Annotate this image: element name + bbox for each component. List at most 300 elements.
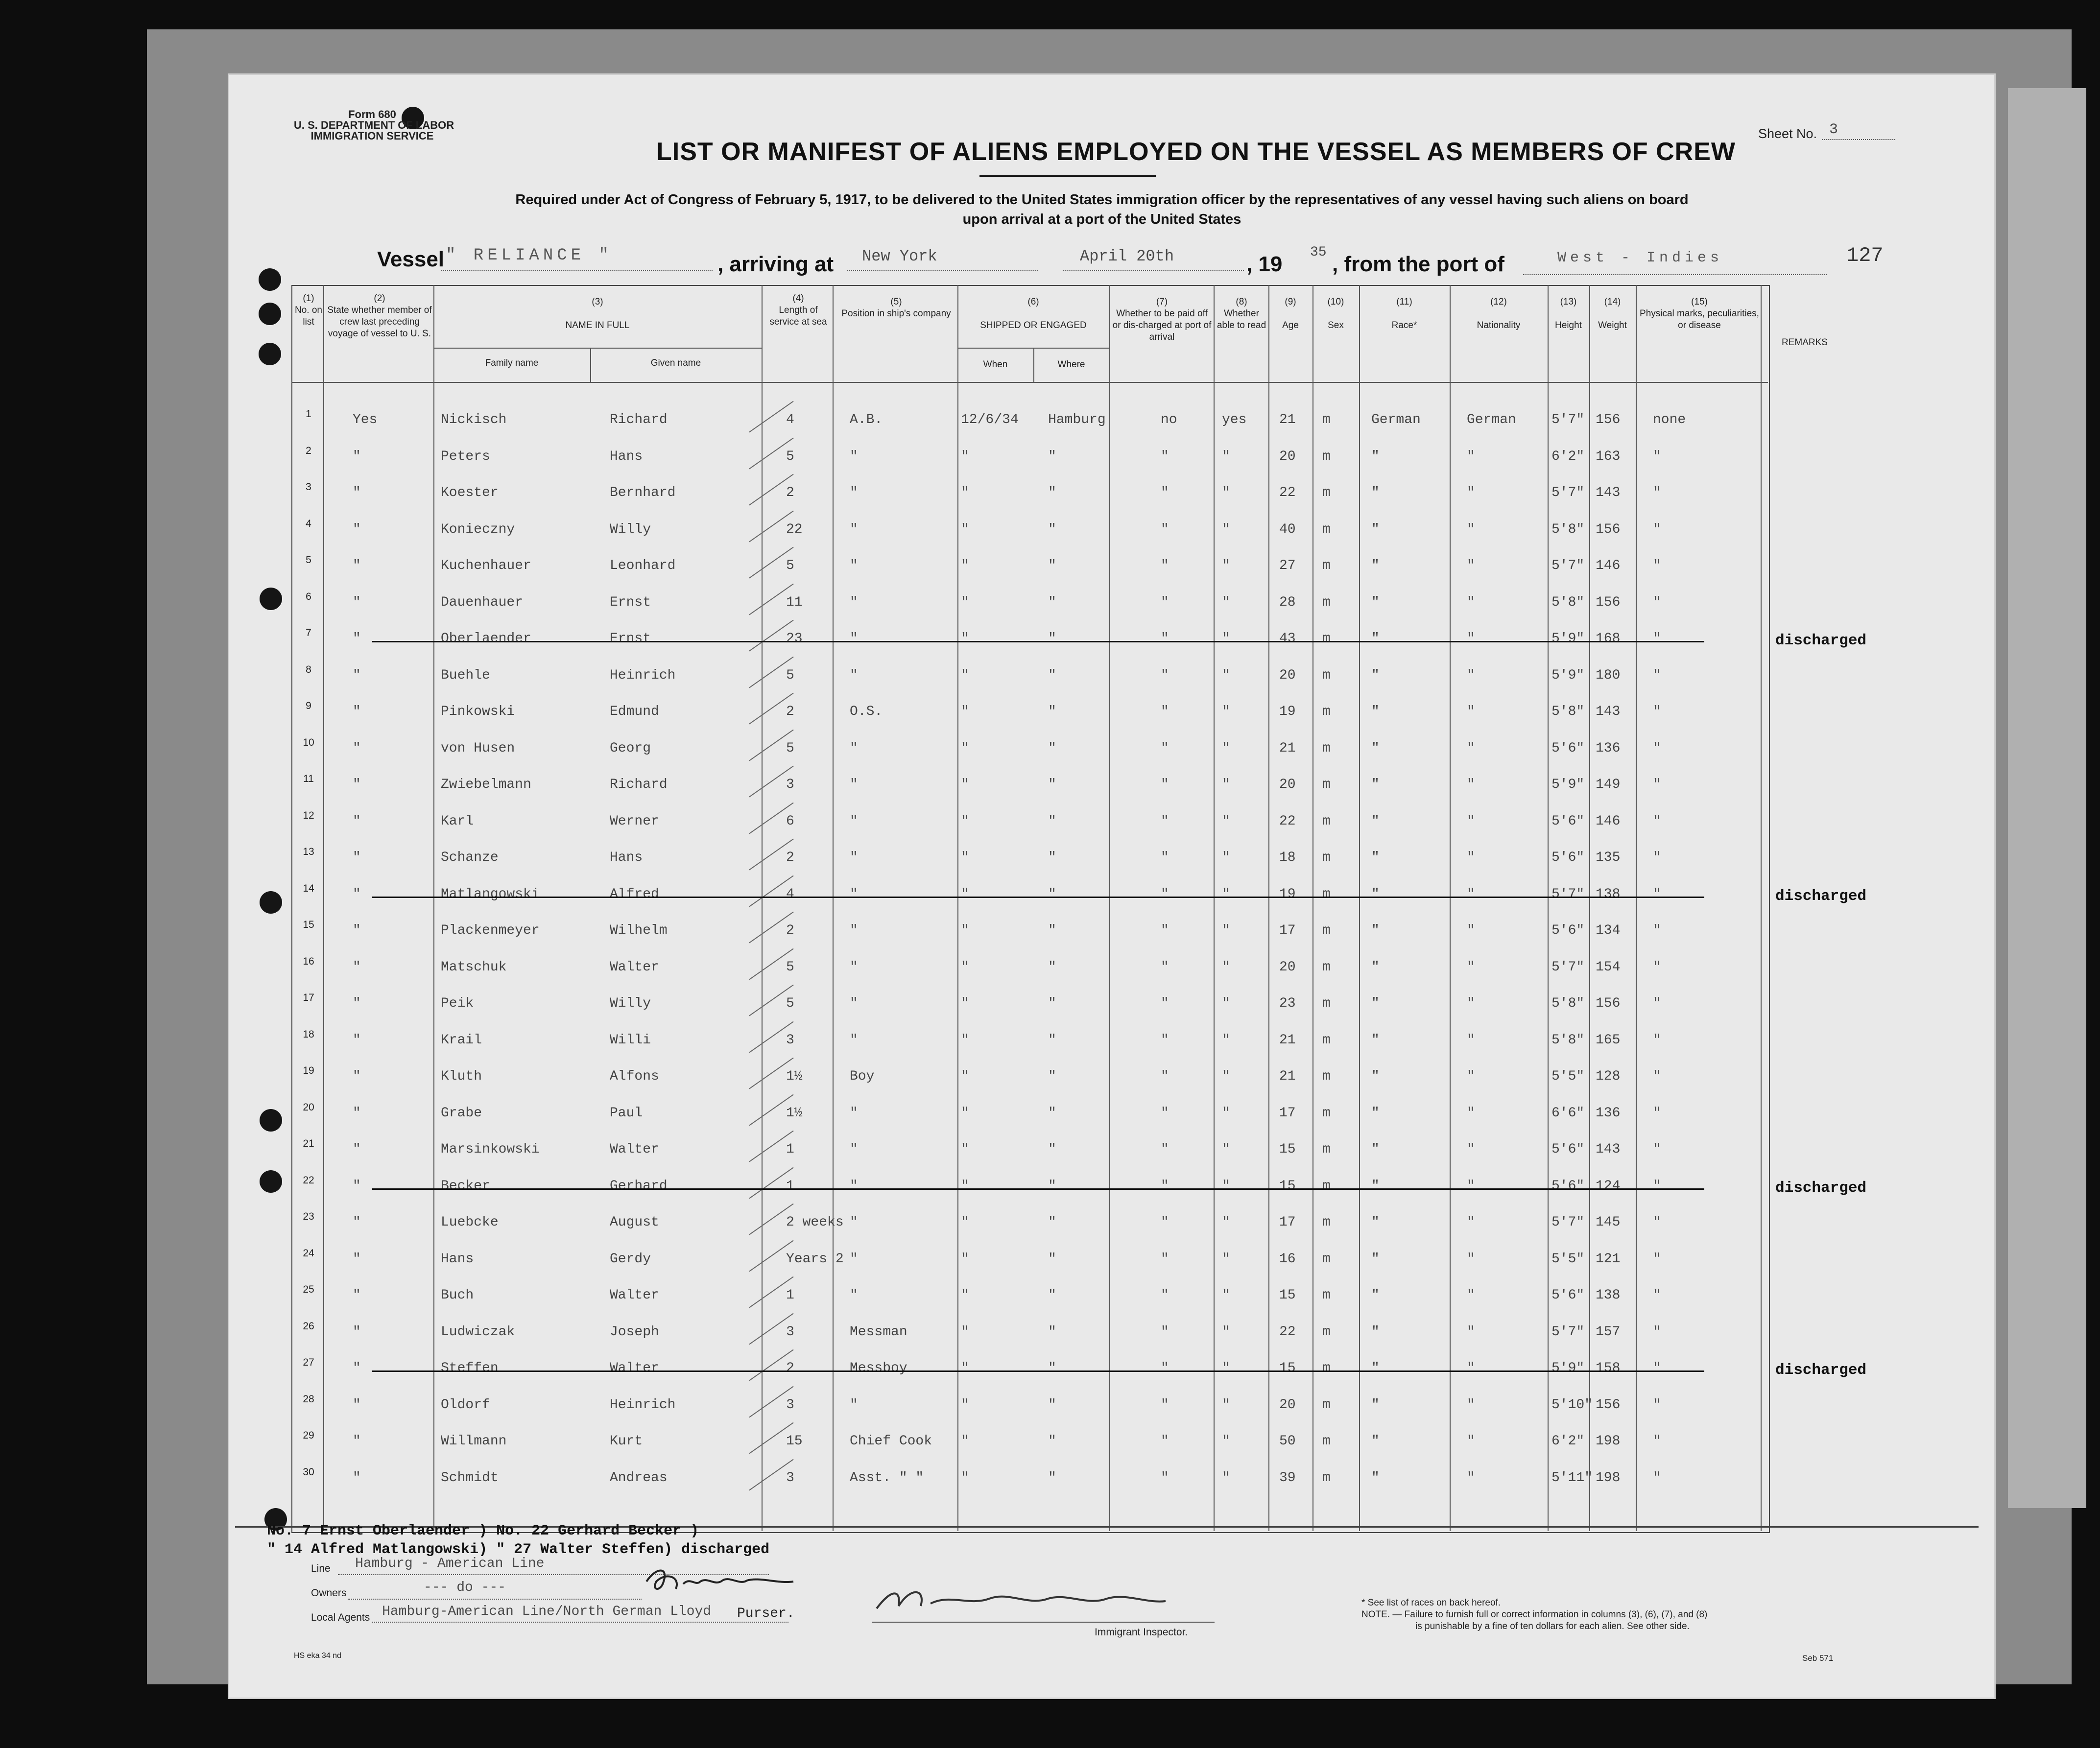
cell-where: " [1048,1324,1056,1340]
cell-age: 22 [1279,1324,1296,1340]
cell-family: Peters [441,449,490,464]
print-code: HS eka 34 nd [294,1652,341,1660]
cell-weight: 168 [1596,631,1621,646]
cell-sex: m [1322,485,1331,500]
row-number: 3 [306,481,311,493]
cell-read: " [1222,741,1230,756]
cell-prev: " [353,1288,361,1303]
cell-age: 21 [1279,1033,1296,1048]
cell-marks: " [1653,996,1661,1011]
cell-position: " [850,1252,858,1267]
cell-where: " [1048,1397,1056,1413]
cell-paid: " [1161,850,1169,865]
row-number: 7 [306,627,311,638]
cell-when: " [961,777,969,792]
cell-position: " [850,449,858,464]
cell-prev: " [353,1033,361,1048]
cell-height: 5'9" [1551,668,1585,683]
cell-marks: " [1653,558,1661,573]
stamp-number: 127 [1846,244,1884,267]
cell-nationality: " [1467,1179,1475,1194]
department: U. S. DEPARTMENT OF LABOR [294,119,454,131]
punch-hole [259,343,281,365]
cell-family: Peik [441,996,474,1011]
cell-position: " [850,631,858,646]
cell-sex: m [1322,1033,1331,1048]
cell-race: " [1371,850,1380,865]
cell-race: " [1371,558,1380,573]
year-suffix: 35 [1310,245,1327,260]
cell-marks: " [1653,814,1661,829]
cell-family: Dauenhauer [441,595,524,610]
cell-race: " [1371,1470,1380,1486]
cell-nationality: " [1467,1142,1475,1157]
cell-position: " [850,558,858,573]
cell-given: August [610,1215,659,1230]
cell-marks: " [1653,777,1661,792]
cell-prev: " [353,704,361,719]
cell-when: " [961,887,969,902]
cell-given: Andreas [610,1470,668,1486]
cell-family: Matschuk [441,960,507,975]
cell-prev: " [353,923,361,938]
cell-prev: " [353,814,361,829]
cell-sex: m [1322,960,1331,975]
cell-race: " [1371,1106,1380,1121]
cell-where: " [1048,1215,1056,1230]
purser-label: Purser. [737,1606,795,1621]
cell-weight: 156 [1596,522,1621,537]
cell-service: 4 [786,887,794,902]
cell-family: Schanze [441,850,499,865]
cell-marks: " [1653,1288,1661,1303]
col-rule [1548,285,1549,1531]
cell-weight: 145 [1596,1215,1621,1230]
cell-height: 5'5" [1551,1252,1585,1267]
cell-given: Paul [610,1106,643,1121]
cell-read: " [1222,668,1230,683]
col5-head: (5) Position in ship's company [841,297,951,319]
cell-race: " [1371,1069,1380,1084]
from-port: West - Indies [1557,250,1723,266]
cell-when: " [961,850,969,865]
sheet-line [1822,139,1895,140]
cell-marks: " [1653,741,1661,756]
cell-position: " [850,522,858,537]
cell-service: 5 [786,960,794,975]
sheet-number: 3 [1829,121,1838,138]
subheader-rule [433,348,762,349]
cell-sex: m [1322,631,1331,646]
cell-sex: m [1322,1069,1331,1084]
cell-height: 5'8" [1551,996,1585,1011]
col7-head: (7) Whether to be paid off or dis-charged at port of arrival [1112,297,1212,342]
cell-nationality: " [1467,1288,1475,1303]
cell-nationality: " [1467,1069,1475,1084]
cell-race: German [1371,412,1421,427]
cell-family: Buehle [441,668,490,683]
cell-age: 15 [1279,1361,1296,1376]
cell-given: Gerdy [610,1252,651,1267]
cell-service: 1½ [786,1106,803,1121]
cell-sex: m [1322,887,1331,902]
cell-family: Plackenmeyer [441,923,540,938]
discharged-summary-1: No. 7 Ernst Oberlaender ) No. 22 Gerhard Becker ) [267,1523,699,1539]
cell-paid: " [1161,631,1169,646]
cell-sex: m [1322,1179,1331,1194]
cell-service: 5 [786,449,794,464]
cell-weight: 158 [1596,1361,1621,1376]
cell-paid: " [1161,1324,1169,1340]
cell-when: " [961,741,969,756]
cell-race: " [1371,631,1380,646]
cell-family: von Husen [441,741,515,756]
cell-when: " [961,960,969,975]
remark-discharged: discharged [1775,1180,1867,1197]
cell-where: " [1048,631,1056,646]
cell-paid: " [1161,1434,1169,1449]
cell-height: 6'2" [1551,1434,1585,1449]
cell-weight: 156 [1596,1397,1621,1413]
cell-age: 17 [1279,1215,1296,1230]
cell-service: 1 [786,1288,794,1303]
row-number: 23 [303,1211,314,1222]
cell-race: " [1371,1179,1380,1194]
cell-paid: " [1161,1069,1169,1084]
cell-when: " [961,1252,969,1267]
cell-sex: m [1322,1397,1331,1413]
col6b-head: Where [1057,359,1085,370]
cell-where: " [1048,1252,1056,1267]
cell-position: " [850,485,858,500]
cell-age: 20 [1279,668,1296,683]
cell-nationality: " [1467,449,1475,464]
cell-where: " [1048,1434,1056,1449]
cell-age: 21 [1279,412,1296,427]
cell-race: " [1371,1142,1380,1157]
cell-given: Georg [610,741,651,756]
row-number: 25 [303,1284,314,1295]
cell-age: 15 [1279,1179,1296,1194]
owners-value: --- do --- [424,1580,506,1595]
cell-sex: m [1322,668,1331,683]
cell-service: 2 [786,485,794,500]
cell-sex: m [1322,1470,1331,1486]
col-rule [1109,285,1110,1531]
port-line [847,270,1038,271]
cell-prev: " [353,522,361,537]
cell-age: 28 [1279,595,1296,610]
cell-race: " [1371,595,1380,610]
cell-marks: " [1653,1324,1661,1340]
seb-code: Seb 571 [1802,1654,1834,1663]
col-rule [1589,285,1590,1531]
cell-family: Buch [441,1288,474,1303]
cell-sex: m [1322,996,1331,1011]
cell-given: Ernst [610,631,651,646]
cell-height: 5'7" [1551,887,1585,902]
cell-family: Krail [441,1033,482,1048]
purser-signature [642,1562,803,1606]
cell-where: " [1048,996,1056,1011]
punch-hole [260,891,282,914]
cell-given: Hans [610,449,643,464]
cell-weight: 154 [1596,960,1621,975]
cell-age: 20 [1279,777,1296,792]
cell-marks: " [1653,485,1661,500]
cell-race: " [1371,522,1380,537]
remarks-head: REMARKS [1782,337,1828,348]
cell-prev: " [353,1106,361,1121]
col-rule [1761,285,1762,1531]
cell-age: 27 [1279,558,1296,573]
cell-height: 6'2" [1551,449,1585,464]
cell-service: 22 [786,522,803,537]
cell-weight: 138 [1596,887,1621,902]
cell-where: " [1048,960,1056,975]
row-number: 1 [306,408,311,420]
penalty-note-2: is punishable by a fine of ten dollars for each alien. See other side. [1415,1621,1690,1631]
col2-head: (2) State whether member of crew last preceding voyage of vessel to U. S. [327,293,432,339]
strike-through-line [372,641,1704,642]
cell-read: " [1222,923,1230,938]
cell-position: Messboy [850,1361,907,1376]
cell-read: " [1222,1069,1230,1084]
cell-height: 5'9" [1551,1361,1585,1376]
cell-when: " [961,1361,969,1376]
cell-nationality: " [1467,777,1475,792]
agents-label: Local Agents [311,1612,370,1623]
cell-paid: " [1161,923,1169,938]
cell-where: " [1048,777,1056,792]
cell-weight: 136 [1596,741,1621,756]
cell-height: 5'7" [1551,960,1585,975]
cell-given: Walter [610,1142,659,1157]
cell-nationality: " [1467,741,1475,756]
cell-height: 5'8" [1551,522,1585,537]
col3-head: (3) NAME IN FULL [565,297,630,331]
cell-paid: " [1161,741,1169,756]
cell-sex: m [1322,412,1331,427]
cell-prev: " [353,1069,361,1084]
cell-paid: " [1161,814,1169,829]
col6a-head: When [983,359,1008,370]
cell-service: 2 weeks [786,1215,844,1230]
cell-sex: m [1322,741,1331,756]
cell-position: Boy [850,1069,875,1084]
cell-age: 23 [1279,996,1296,1011]
cell-height: 5'7" [1551,1324,1585,1340]
punch-hole [260,588,282,610]
cell-height: 5'7" [1551,485,1585,500]
punch-hole [259,303,281,325]
cell-position: " [850,668,858,683]
cell-marks: " [1653,704,1661,719]
cell-height: 5'11" [1551,1470,1593,1486]
col13-head: (13) Height [1555,297,1582,331]
cell-race: " [1371,887,1380,902]
cell-position: " [850,887,858,902]
cell-read: " [1222,1470,1230,1486]
cell-paid: " [1161,887,1169,902]
cell-race: " [1371,923,1380,938]
cell-given: Hans [610,850,643,865]
cell-marks: none [1653,412,1686,427]
service: IMMIGRATION SERVICE [310,130,434,142]
cell-weight: 156 [1596,996,1621,1011]
races-note: * See list of races on back hereof. [1361,1598,1501,1608]
col15-head: (15) Physical marks, peculiarities, or disease [1640,297,1759,331]
cell-when: " [961,1215,969,1230]
owners-label: Owners [311,1587,347,1599]
arrival-date: April 20th [1080,247,1174,265]
cell-when: " [961,522,969,537]
owners-fill [348,1599,642,1600]
cell-weight: 124 [1596,1179,1621,1194]
cell-weight: 128 [1596,1069,1621,1084]
cell-age: 19 [1279,704,1296,719]
cell-marks: " [1653,1179,1661,1194]
cell-nationality: " [1467,814,1475,829]
cell-given: Heinrich [610,668,676,683]
cell-height: 5'10" [1551,1397,1593,1413]
cell-race: " [1371,1397,1380,1413]
cell-nationality: " [1467,1470,1475,1486]
cell-marks: " [1653,1397,1661,1413]
cell-age: 20 [1279,960,1296,975]
cell-family: Zwiebelmann [441,777,531,792]
cell-family: Marsinkowski [441,1142,540,1157]
cell-read: " [1222,1324,1230,1340]
cell-race: " [1371,1324,1380,1340]
cell-prev: " [353,1324,361,1340]
cell-read: " [1222,1361,1230,1376]
cell-when: " [961,1033,969,1048]
cell-where: " [1048,595,1056,610]
cell-marks: " [1653,960,1661,975]
cell-where: " [1048,850,1056,865]
cell-paid: " [1161,996,1169,1011]
cell-given: Gerhard [610,1179,668,1194]
cell-weight: 163 [1596,449,1621,464]
cell-given: Werner [610,814,659,829]
cell-prev: " [353,631,361,646]
cell-family: Grabe [441,1106,482,1121]
cell-family: Pinkowski [441,704,515,719]
cell-family: Kluth [441,1069,482,1084]
cell-height: 5'9" [1551,777,1585,792]
cell-marks: " [1653,923,1661,938]
cell-service: 3 [786,1470,794,1486]
cell-weight: 146 [1596,558,1621,573]
cell-prev: " [353,1361,361,1376]
cell-where: " [1048,704,1056,719]
cell-when: " [961,1324,969,1340]
cell-position: " [850,923,858,938]
cell-age: 21 [1279,1069,1296,1084]
cell-height: 5'6" [1551,741,1585,756]
col-rule [1214,285,1215,1531]
inspector-signature [872,1579,1175,1623]
cell-paid: " [1161,595,1169,610]
cell-family: Becker [441,1179,490,1194]
cell-position: " [850,777,858,792]
cell-prev: " [353,777,361,792]
cell-weight: 138 [1596,1288,1621,1303]
cell-nationality: " [1467,1252,1475,1267]
cell-sex: m [1322,704,1331,719]
cell-sex: m [1322,1434,1331,1449]
header-rule [291,382,1768,383]
punch-hole [260,1170,282,1193]
cell-family: Hans [441,1252,474,1267]
cell-age: 17 [1279,1106,1296,1121]
cell-nationality: " [1467,1324,1475,1340]
cell-when: " [961,996,969,1011]
cell-read: " [1222,485,1230,500]
cell-weight: 146 [1596,814,1621,829]
col14-head: (14) Weight [1598,297,1627,331]
row-number: 14 [303,883,314,894]
cell-nationality: " [1467,1033,1475,1048]
cell-sex: m [1322,595,1331,610]
cell-nationality: " [1467,595,1475,610]
cell-given: Walter [610,1288,659,1303]
cell-paid: " [1161,1470,1169,1486]
cell-family: Nickisch [441,412,507,427]
inspector-label: Immigrant Inspector. [1095,1627,1188,1638]
cell-sex: m [1322,1142,1331,1157]
cell-age: 39 [1279,1470,1296,1486]
cell-prev: " [353,741,361,756]
from-label: , from the port of [1332,252,1504,276]
form-number: Form 680 [348,108,396,120]
cell-read: " [1222,814,1230,829]
cell-read: " [1222,1033,1230,1048]
cell-family: Schmidt [441,1470,499,1486]
cell-age: 16 [1279,1252,1296,1267]
cell-position: " [850,850,858,865]
subtitle-line-2: upon arrival at a port of the United States [962,212,1241,227]
cell-read: " [1222,1252,1230,1267]
cell-family: Matlangowski [441,887,540,902]
cell-race: " [1371,1252,1380,1267]
cell-height: 5'7" [1551,1215,1585,1230]
row-number: 30 [303,1466,314,1478]
row-number: 8 [306,664,311,675]
cell-read: " [1222,1288,1230,1303]
row-number: 26 [303,1321,314,1332]
cell-paid: " [1161,1288,1169,1303]
cell-service: 1 [786,1179,794,1194]
cell-where: Hamburg [1048,412,1106,427]
row-number: 2 [306,445,311,456]
cell-nationality: " [1467,1361,1475,1376]
cell-sex: m [1322,1106,1331,1121]
cell-prev: " [353,558,361,573]
cell-height: 5'5" [1551,1069,1585,1084]
cell-where: " [1048,485,1056,500]
col11-head: (11) Race* [1391,297,1417,331]
cell-service: 3 [786,1033,794,1048]
cell-sex: m [1322,1252,1331,1267]
cell-when: " [961,814,969,829]
cell-read: " [1222,449,1230,464]
cell-family: Oberlaender [441,631,531,646]
col10-head: (10) Sex [1327,297,1344,331]
col-rule [1636,285,1637,1531]
line-label: Line [311,1563,331,1574]
